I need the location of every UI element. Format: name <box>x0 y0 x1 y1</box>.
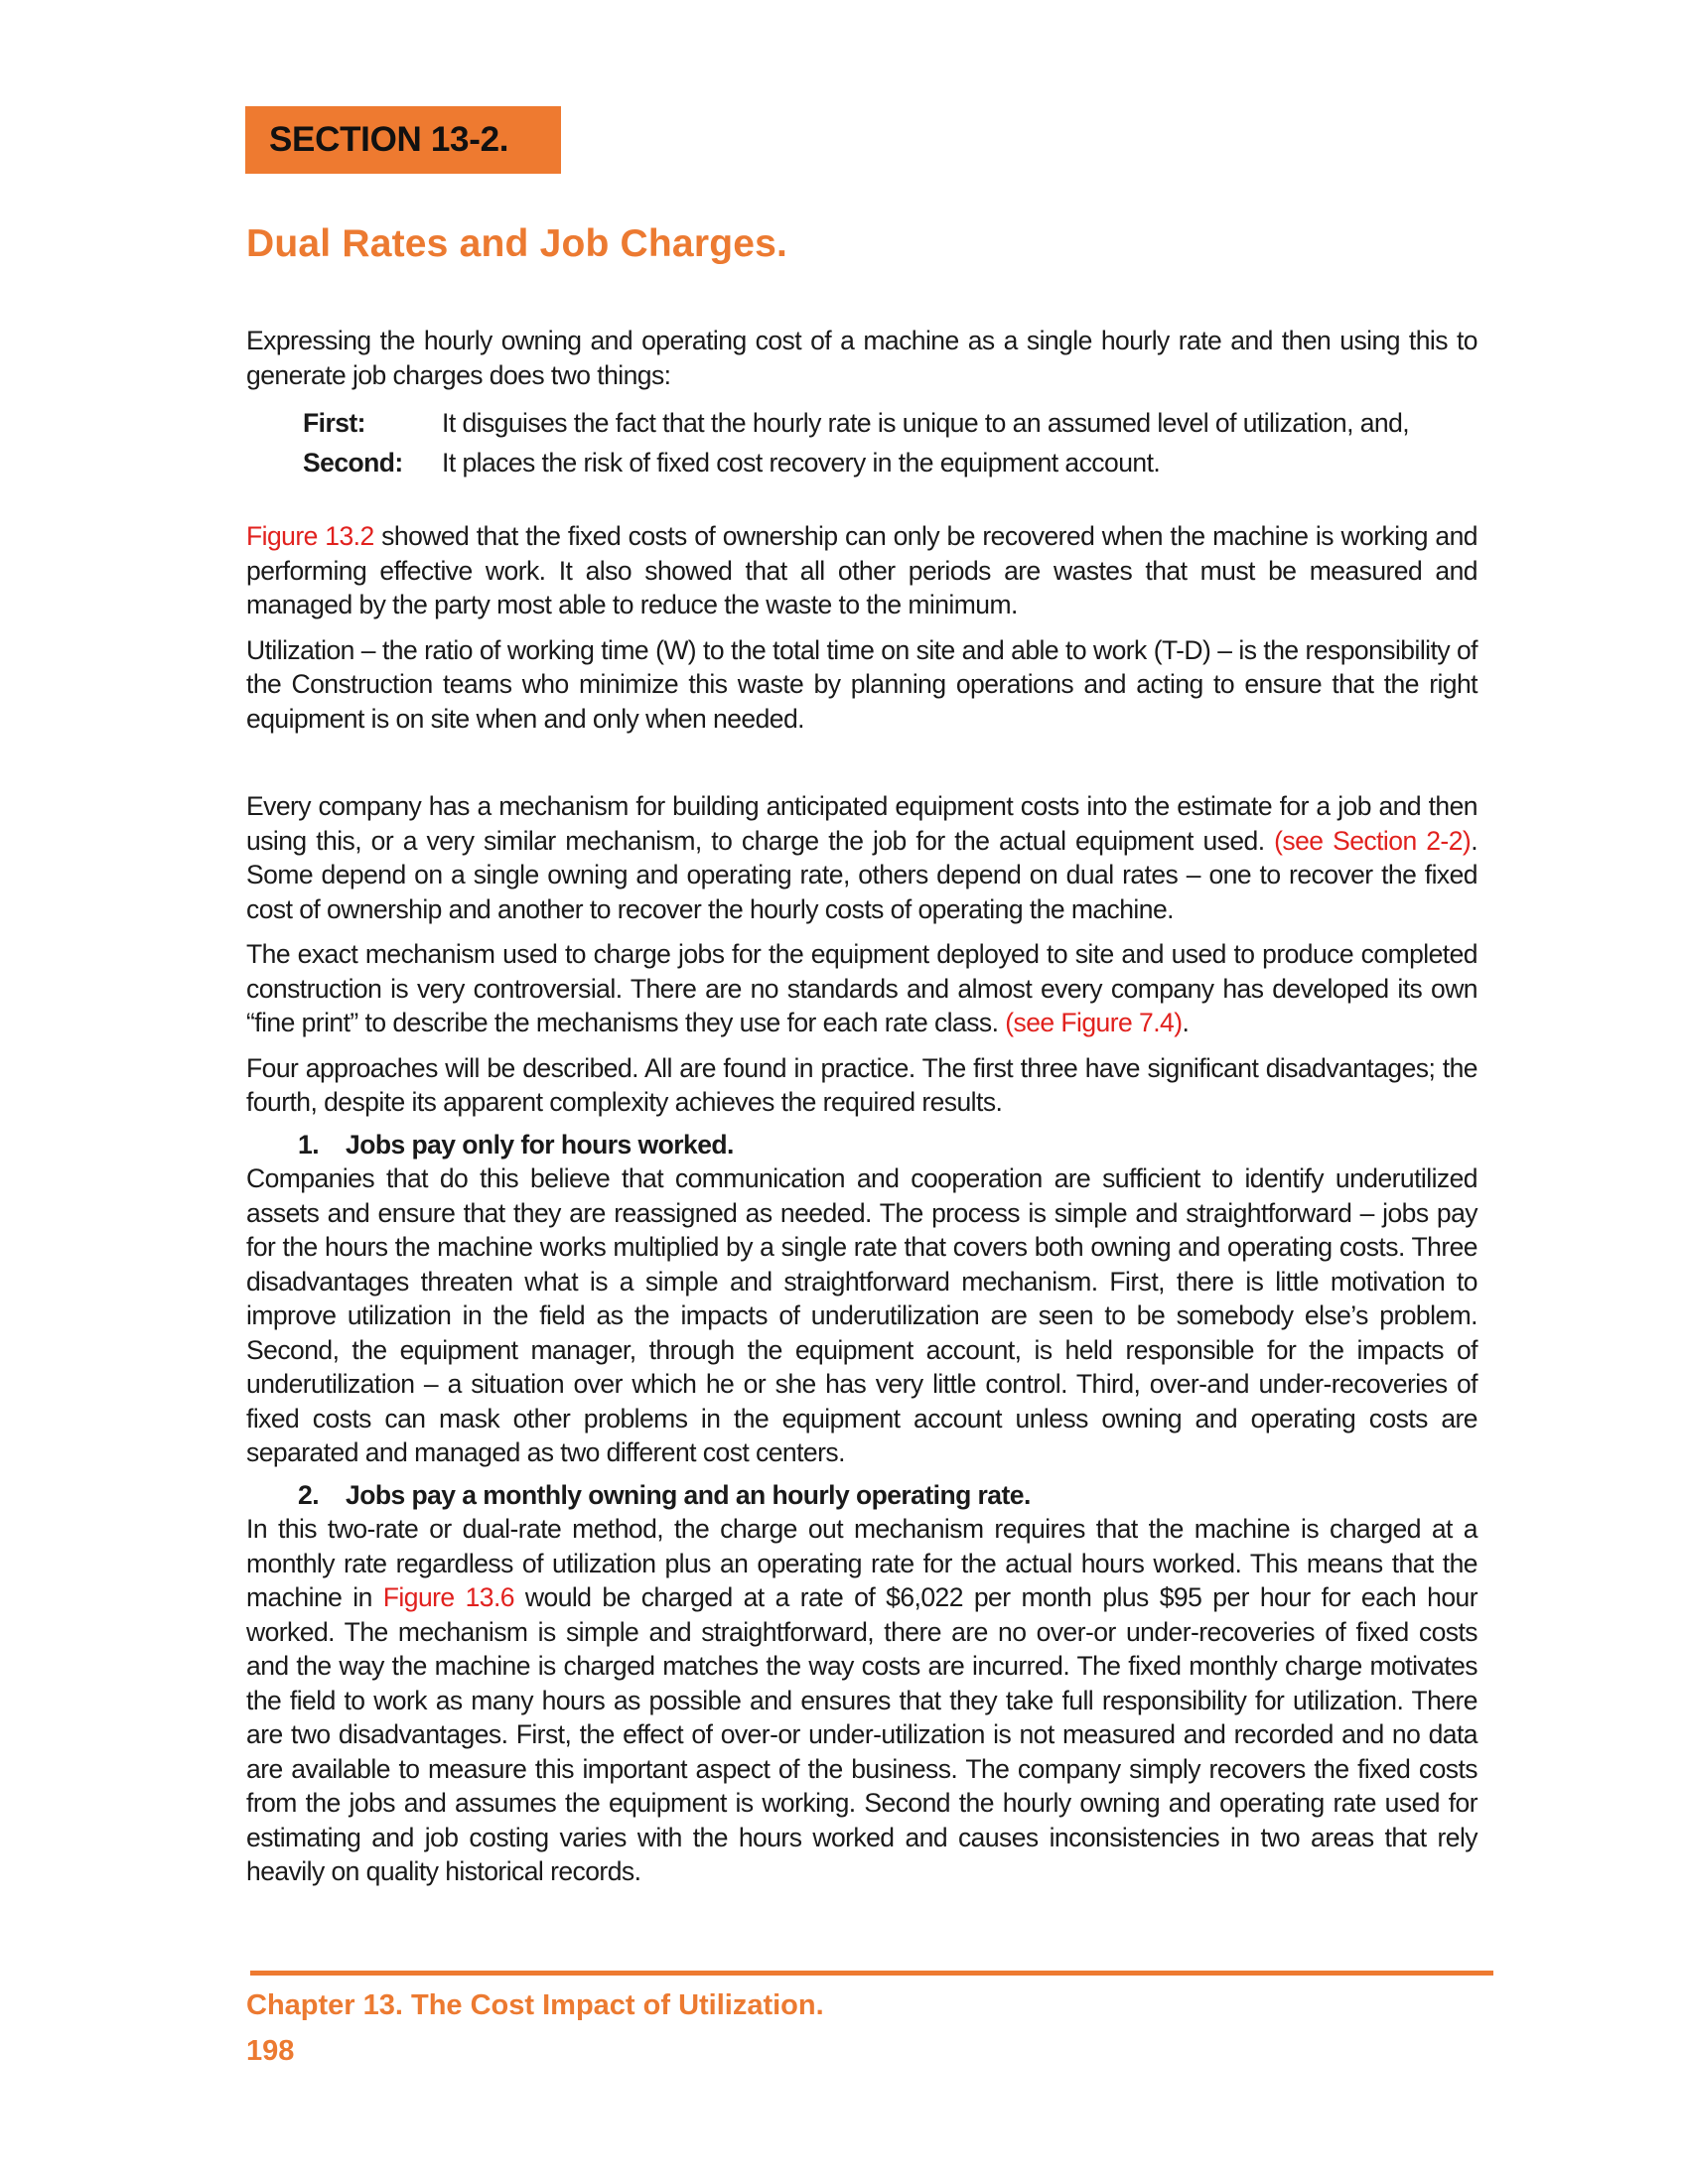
list-item-number: 2. <box>298 1479 320 1510</box>
page-content <box>246 324 1477 1889</box>
intro-paragraph: Expressing the hourly owning and operating cost of a machine as a single hourly rate and then using this to generate job charges does two things: <box>246 326 1477 390</box>
list-item-body: Companies that do this believe that communication and cooperation are sufficient to identify underutilized assets and ensure that they are reassigned as needed. The process is simple and straightforward – jobs pay for the hours the machine works multiplied by a single rate that covers both owning and operating costs. Three disadvantages threaten what is a simple and straightforward mechanism. First, there is little motivation to improve utilization in the field as the impacts of underutilization are seen to be somebody else’s problem. Second, the equipment manager, through the equipment account, is held responsible for the impacts of underutilization – a situation over which he or she has very little control. Third, over-and under-recoveries of fixed costs can mask other problems in the equipment account unless owning and operating costs are separated and managed as two different cost centers. <box>246 1163 1477 1467</box>
paragraph-text: . Some depend on a single owning and operating rate, others depend on dual rates – one to recover the fixed cost of ownership and another to recover the hourly costs of operating the machine. <box>246 825 1478 924</box>
paragraph-text: Every company has a mechanism for building anticipated equipment costs into the estimate for a job and then using this, or a very similar mechanism, to charge the job for the actual equipment used. <box>246 791 1477 856</box>
figure-13-2-link[interactable]: Figure 13.2 <box>246 521 374 551</box>
list-item <box>246 1128 1477 1470</box>
paragraph-text: The exact mechanism used to charge jobs for the equipment deployed to site and used to produce completed construction is very controversial. There are no standards and almost every company has developed its own “fine print” to describe the mechanisms they use for each rate class. <box>246 939 1477 1037</box>
section-title: Dual Rates and Job Charges. <box>246 222 788 265</box>
paragraph-mechanism <box>246 789 1477 926</box>
section-2-2-link[interactable]: (see Section 2-2) <box>1274 825 1472 856</box>
paragraph-controversy <box>246 937 1477 1040</box>
intro-point-first <box>303 403 1477 443</box>
section-tag: SECTION 13-2. <box>245 106 561 174</box>
paragraph-utilization: Utilization – the ratio of working time (W) to the total time on site and able to work (T-D) – is the responsibility of the Construction teams who minimize this waste by planning operations and acting to ensure that the right equipment is on site when and only when needed. <box>246 634 1477 734</box>
list-item-title: Jobs pay a monthly owning and an hourly operating rate. <box>346 1479 1031 1510</box>
intro-point-label: Second: <box>303 448 403 478</box>
list-item-title: Jobs pay only for hours worked. <box>346 1129 734 1160</box>
paragraph-text: showed that the fixed costs of ownership can only be recovered when the machine is working and performing effective work. It also showed that all other periods are wastes that must be measured and managed by the party most able to reduce the waste to the minimum. <box>246 521 1477 619</box>
paragraph-approaches: Four approaches will be described. All are found in practice. The first three have significant disadvantages; the fourth, despite its apparent complexity achieves the required results. <box>246 1052 1477 1117</box>
list-item <box>246 1478 1477 1889</box>
intro-point-text: It disguises the fact that the hourly rate is unique to an assumed level of utilization, and, <box>442 408 1410 438</box>
footer-chapter-title: Chapter 13. The Cost Impact of Utilization. <box>246 1989 824 2021</box>
figure-7-4-link[interactable]: (see Figure 7.4) <box>1005 1008 1183 1037</box>
intro-point-label: First: <box>303 408 365 438</box>
paragraph-text: . <box>1182 1008 1190 1037</box>
list-item-heading <box>298 1128 1477 1162</box>
intro-point-second <box>303 443 1477 482</box>
list-item-body <box>246 1512 1477 1889</box>
footer-divider <box>250 1971 1493 1976</box>
paragraph-text: would be charged at a rate of $6,022 per month plus $95 per hour for each hour worked. The mechanism is simple and straightforward, there are no over-or under-recoveries of fixed costs and the way the machine is charged matches the way costs are incurred. The fixed monthly charge motivates the field to work as many hours as possible and ensures that they take full responsibility for utilization. There are two disadvantages. First, the effect of over-or under-utilization is not measured and recorded and no data are available to measure this important aspect of the business. The company simply recovers the fixed costs from the jobs and assumes the equipment is working. Second the hourly owning and operating rate used for estimating and job costing varies with the hours worked and causes inconsistencies in two areas that rely heavily on quality historical records. <box>246 1582 1477 1886</box>
page-number: 198 <box>246 2035 295 2067</box>
paragraph-text: In this two-rate or dual-rate method, the charge out mechanism requires that the machine is charged at a monthly rate regardless of utilization plus an operating rate for the actual hours worked. This means that the machine in <box>246 1514 1477 1612</box>
paragraph-figure-13-2 <box>246 519 1477 622</box>
list-item-heading <box>298 1478 1477 1513</box>
figure-13-6-link[interactable]: Figure 13.6 <box>382 1582 514 1612</box>
intro-point-text: It places the risk of fixed cost recovery in the equipment account. <box>442 448 1161 478</box>
list-item-number: 1. <box>298 1129 320 1160</box>
